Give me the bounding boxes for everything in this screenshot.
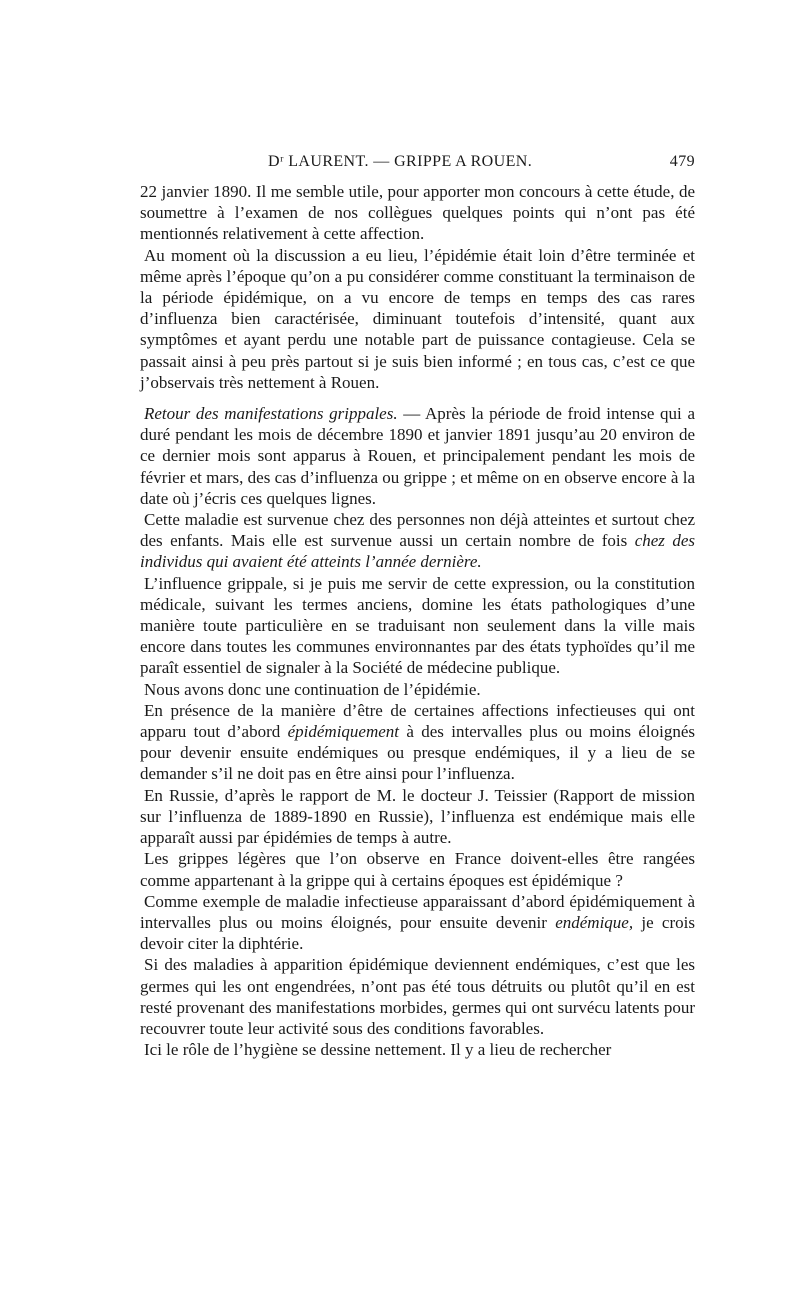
- paragraph-7: [140, 700, 695, 785]
- body-text: [140, 181, 695, 1060]
- paragraph-4-text: Cette maladie est survenue chez des personnes non déjà atteintes et surtout chez des enfants. Mais elle est survenue aussi un certain nombre de fois: [140, 510, 695, 551]
- paragraph-4-emphasis: chez des individus qui avaient été atteints l’année dernière.: [140, 531, 696, 572]
- paragraph-3-text: — Après la période de froid intense qui a duré pendant les mois de décembre 1890 et janvier 1891 jusqu’au 20 environ de ce dernier mois sont apparus à Rouen, et principalement pendant les mois de février et mars, des cas d’influenza ou grippe ; et même on en observe encore à la date où j’écris ces quelques lignes.: [140, 404, 695, 508]
- paragraph-3: [140, 403, 695, 509]
- paragraph-2: Au moment où la discussion a eu lieu, l’épidémie était loin d’être terminée et même après l’époque qu’on a pu considérer comme constituant la terminaison de la période épidémique, on a vu encore de temps en temps des cas rares d’influenza bien caractérisée, diminuant toutefois d’intensité, quant aux symptômes et ayant perdu une notable part de puissance contagieuse. Cela se passait ainsi à peu près partout si je suis bien informé ; en tous cas, c’est ce que j’observais très nettement à Rouen.: [140, 245, 695, 392]
- paragraph-7-emphasis: épidémiquement: [287, 722, 400, 742]
- paragraph-8: En Russie, d’après le rapport de M. le docteur J. Teissier (Rapport de mission sur l’influenza de 1889-1890 en Russie), l’influenza est endémique mais elle apparaît aussi par épidémies de temps à autre.: [140, 785, 695, 848]
- paragraph-10: [140, 891, 695, 955]
- section-heading-retour: Retour des manifestations grippales.: [144, 404, 398, 424]
- paragraph-4: [140, 509, 695, 573]
- paragraph-5: L’influence grippale, si je puis me servir de cette expression, ou la constitution médicale, suivant les termes anciens, domine les états pathologiques d’une manière toute particulière en se traduisant non seulement dans la ville mais encore dans toutes les communes environnantes par des états typhoïdes qu’il me paraît essentiel de signaler à la Société de médecine publique.: [140, 573, 695, 678]
- paragraph-7-text-b: à des intervalles plus ou moins éloignés pour devenir ensuite endémiques ou presque endémiques, il y a lieu de se demander s’il ne doit pas en être ainsi pour l’influenza.: [140, 722, 695, 784]
- paragraph-7-text-a: En présence de la manière d’être de certaines affections infectieuses qui ont apparu tout d’abord: [140, 700, 695, 742]
- paragraph-10-text-a: Comme exemple de maladie infectieuse apparaissant d’abord épidémiquement à intervalles plus ou moins éloignés, pour ensuite devenir: [140, 891, 695, 932]
- running-head-title: Dʳ LAURENT. — GRIPPE A ROUEN.: [268, 153, 533, 170]
- paragraph-6: Nous avons donc une continuation de l’épidémie.: [144, 679, 481, 699]
- paragraph-12: Ici le rôle de l’hygiène se dessine nettement. Il y a lieu de rechercher: [144, 1040, 612, 1060]
- running-head: [140, 153, 695, 177]
- paragraph-9: Les grippes légères que l’on observe en France doivent-elles être rangées comme appartenant à la grippe qui à certains époques est épidémique ?: [140, 849, 695, 890]
- page-number: 479: [669, 153, 695, 170]
- paragraph-1: 22 janvier 1890. Il me semble utile, pour apporter mon concours à cette étude, de soumettre à l’examen de nos collègues quelques points qui n’ont pas été mentionnés relativement à cette affection.: [140, 182, 695, 244]
- paragraph-10-emphasis: endémique,: [555, 912, 634, 932]
- paragraph-11: Si des maladies à apparition épidémique deviennent endémiques, c’est que les germes qui les ont engendrées, n’ont pas été tous détruits ou plutôt qu’il en est resté provenant des manifestations morbides, germes qui ont survécu latents pour recouvrer toute leur activité sous des conditions favorables.: [140, 955, 695, 1038]
- paragraph-10-text-b: je crois devoir citer la diphtérie.: [140, 912, 695, 954]
